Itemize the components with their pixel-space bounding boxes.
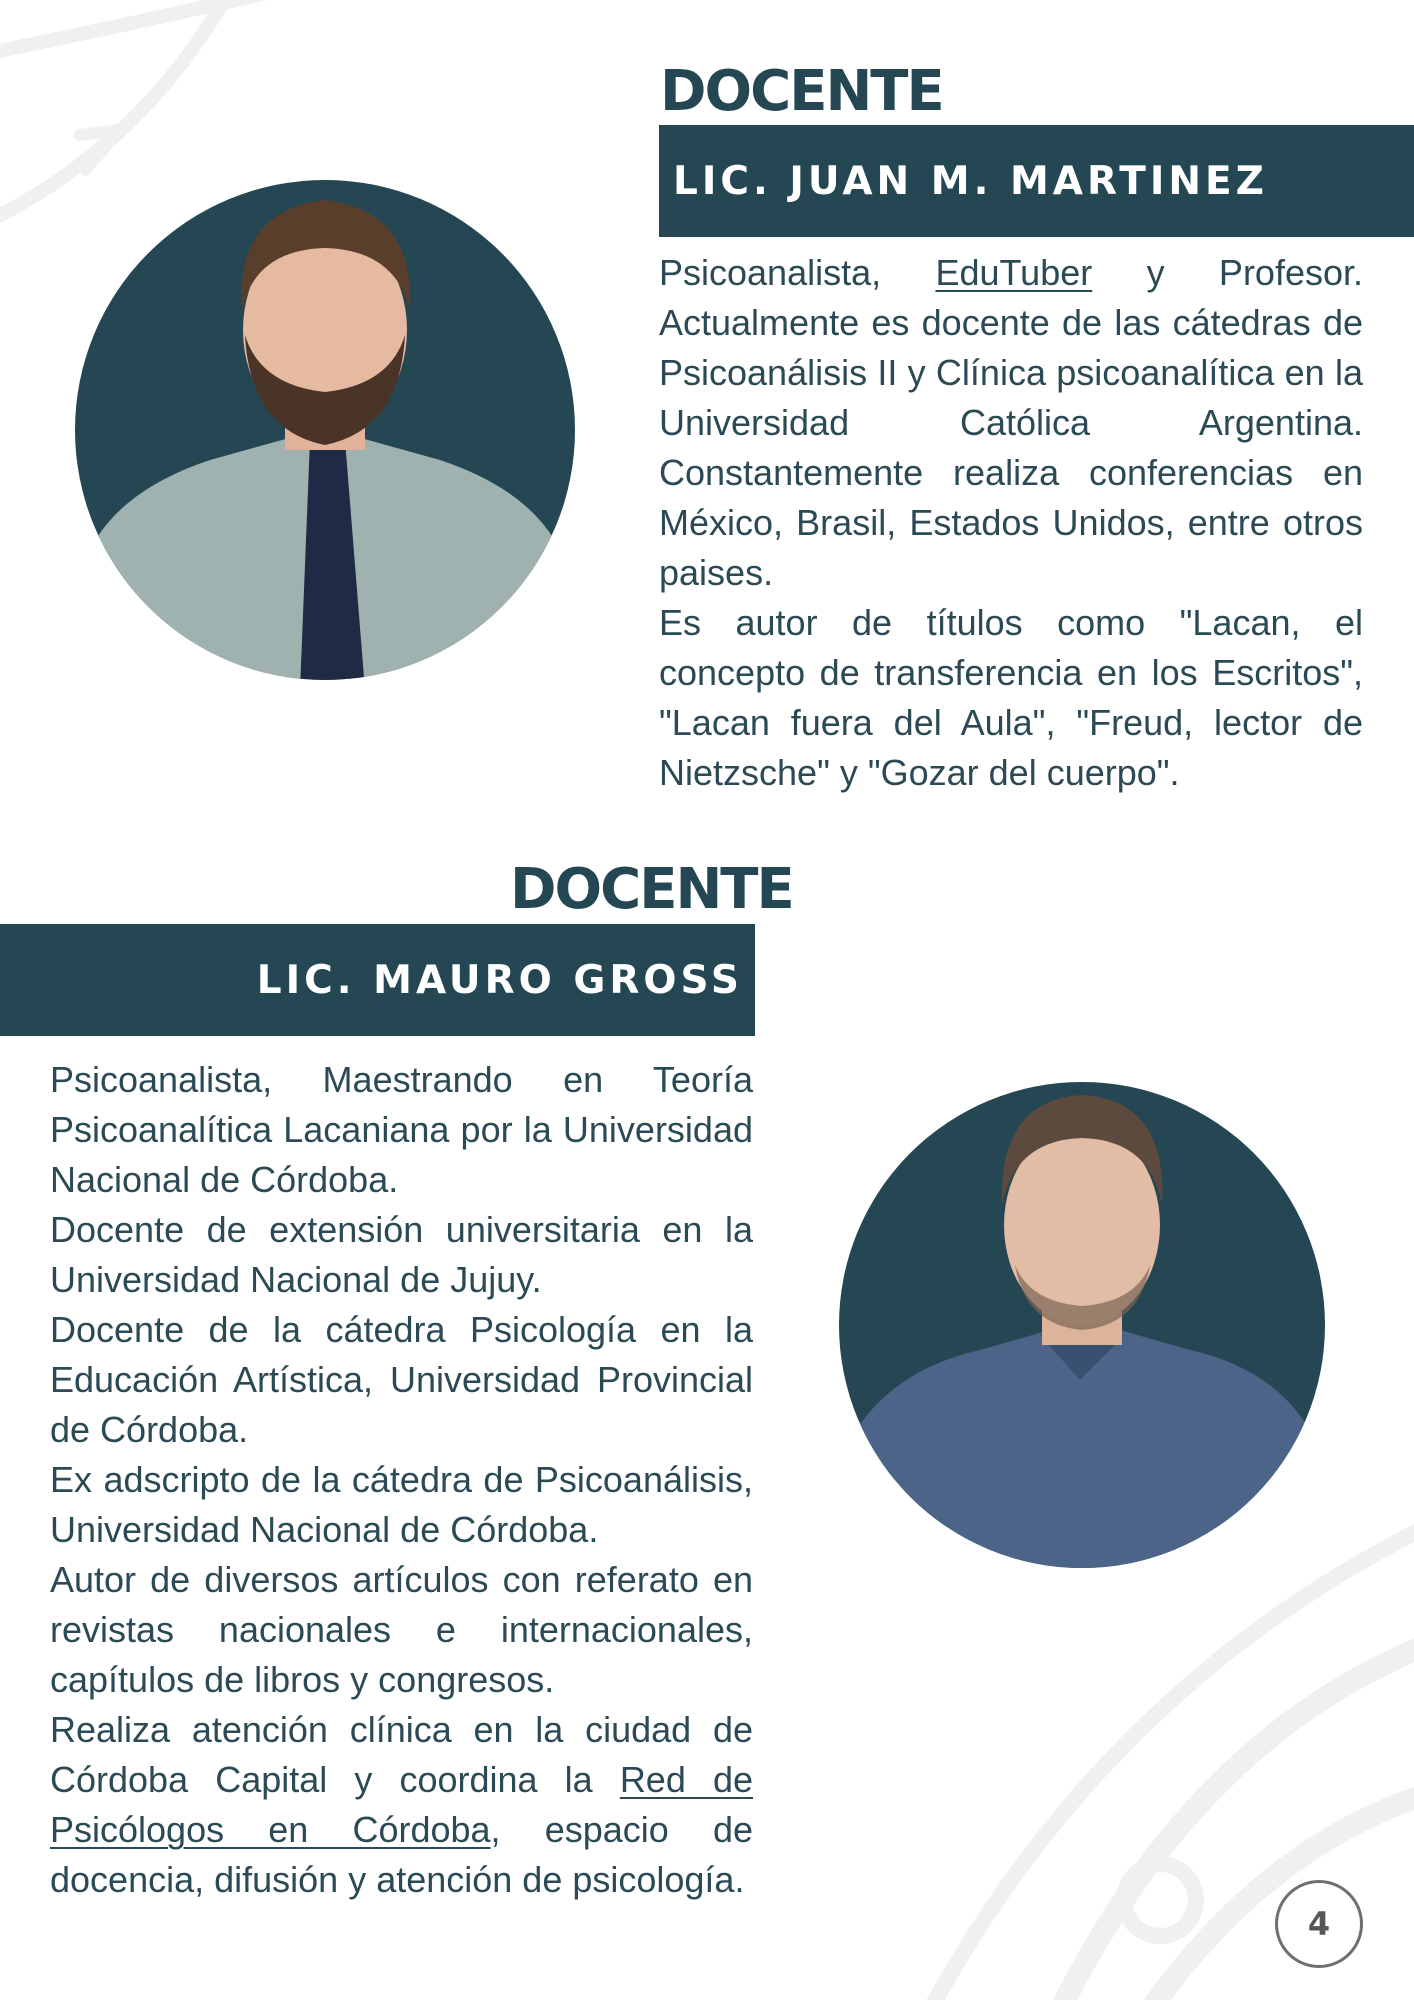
section1-name-bar [659, 125, 1414, 237]
section2-bio [50, 1055, 753, 1905]
section2-bio-paragraph-1: Psicoanalista, Maestrando en Teoría Psicoanalítica Lacaniana por la Universidad Nacional de Córdoba. [50, 1059, 753, 1200]
section1-bio-paragraph-1: Psicoanalista, EduTuber y Profesor. Actualmente es docente de las cátedras de Psicoanálisis II y Clínica psicoanalítica en la Universidad Católica Argentina. Constantemente realiza conferencias en México, Brasil, Estados Unidos, entre otros paises. [659, 252, 1363, 593]
section2-heading: DOCENTE [510, 857, 793, 922]
red-de-psicologos-link[interactable]: Red de Psicólogos en Córdoba [50, 1759, 754, 1850]
section1-bio-paragraph-2: Es autor de títulos como "Lacan, el concepto de transferencia en los Escritos", "Lacan fuera del Aula", "Freud, lector de Nietzsche" y "Gozar del cuerpo". [659, 602, 1363, 793]
section2-portrait [820, 1040, 1340, 1580]
section2-name-bar [0, 924, 755, 1036]
edutuber-link[interactable]: EduTuber [935, 252, 1093, 293]
section1-name: LIC. JUAN M. MARTINEZ [673, 158, 1268, 204]
section2-bio-paragraph-3: Docente de la cátedra Psicología en la Educación Artística, Universidad Provincial de Córdoba. [50, 1309, 753, 1450]
section2-bio-paragraph-6: Realiza atención clínica en la ciudad de Córdoba Capital y coordina la Red de Psicólogos en Córdoba, espacio de docencia, difusión y atención de psicología. [50, 1709, 754, 1900]
page-number: 4 [1275, 1880, 1363, 1968]
section2-bio-paragraph-4: Ex adscripto de la cátedra de Psicoanálisis, Universidad Nacional de Córdoba. [50, 1459, 753, 1550]
section1-heading: DOCENTE [660, 59, 943, 124]
section2-name: LIC. MAURO GROSS [256, 957, 743, 1003]
section1-bio [659, 248, 1363, 798]
section1-portrait [60, 130, 600, 690]
section2-bio-paragraph-5: Autor de diversos artículos con referato en revistas nacionales e internacionales, capítulos de libros y congresos. [50, 1559, 753, 1700]
section2-bio-paragraph-2: Docente de extensión universitaria en la Universidad Nacional de Jujuy. [50, 1209, 753, 1300]
